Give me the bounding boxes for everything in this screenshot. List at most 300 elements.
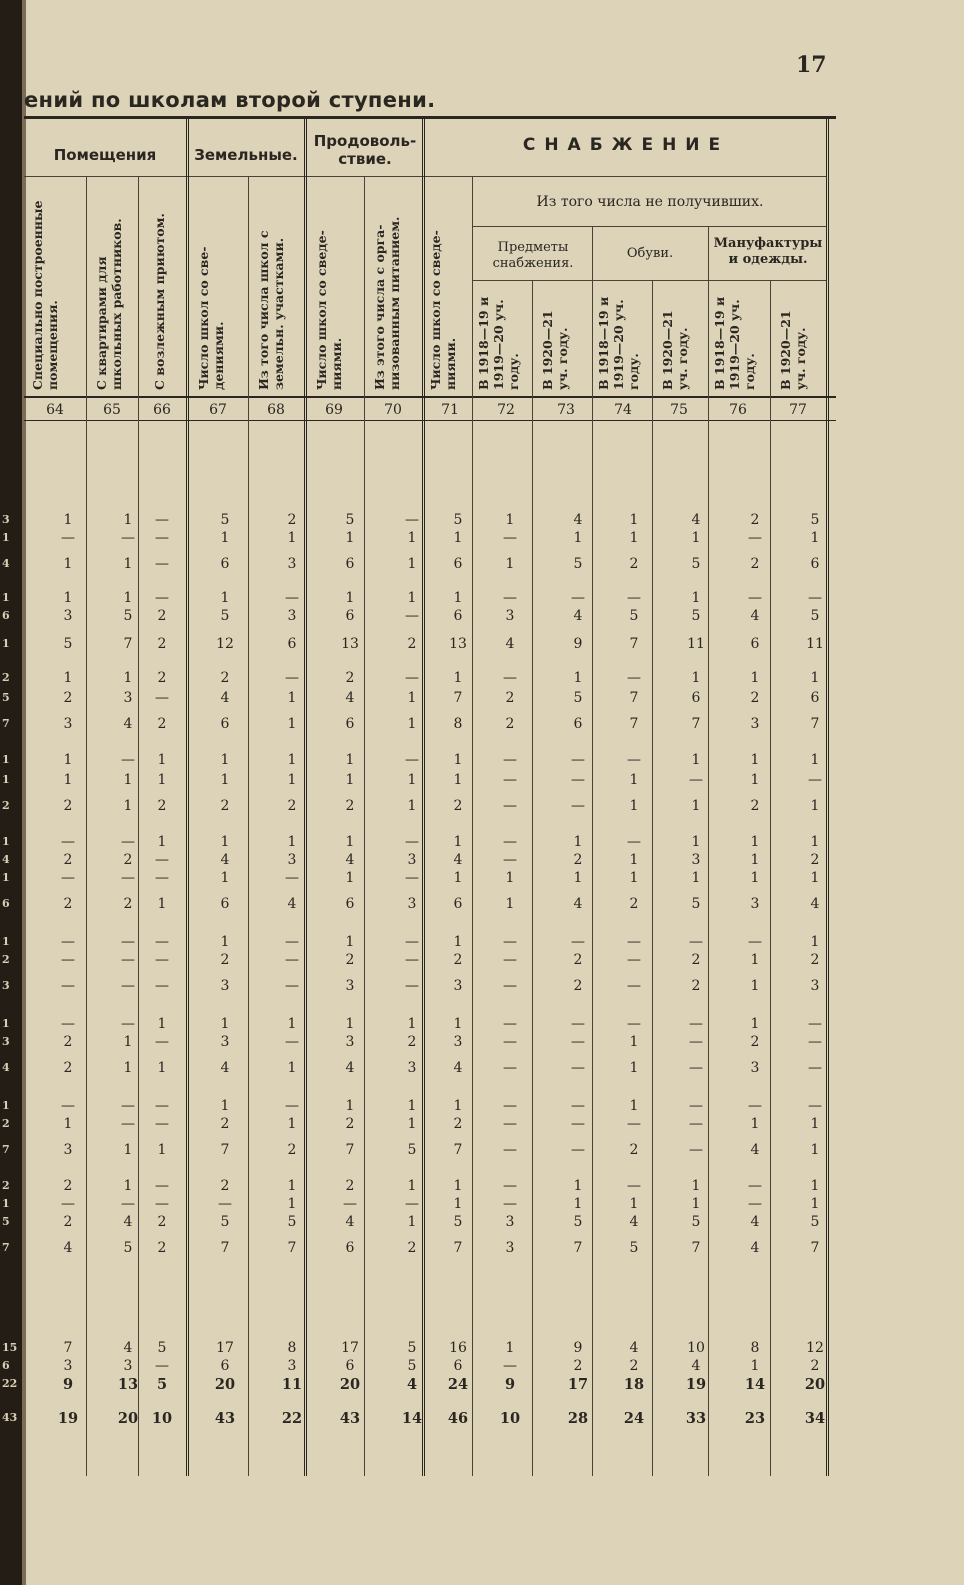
table-cell: 1 (810, 1196, 820, 1212)
table-cell: 2 (629, 1142, 639, 1158)
table-cell: 6 (345, 608, 355, 624)
margin-number: 2 (2, 671, 10, 684)
table-cell: 1 (691, 590, 701, 606)
table-cell: 1 (573, 530, 583, 546)
table-cell: 1 (407, 772, 417, 788)
table-cell: 4 (573, 896, 583, 912)
table-cell: 1 (453, 1098, 463, 1114)
table-cell: 20 (804, 1376, 826, 1393)
table-cell: 3 (407, 896, 417, 912)
table-cell: — (627, 670, 641, 686)
table-cell: 6 (220, 556, 230, 572)
table-cell: 9 (504, 1376, 516, 1393)
table-cell: 1 (573, 870, 583, 886)
table-cell: — (503, 590, 517, 606)
margin-number: 6 (2, 609, 10, 622)
table-cell: 4 (63, 1240, 73, 1256)
table-cell: — (61, 834, 75, 850)
table-cell: 4 (629, 1340, 639, 1356)
table-cell: 3 (287, 556, 297, 572)
table-cell: 2 (157, 798, 167, 814)
table-cell: 1 (750, 852, 760, 868)
table-cell: 2 (63, 798, 73, 814)
col-number: 64 (46, 402, 64, 418)
table-cell: 5 (345, 512, 355, 528)
col-divider (592, 226, 593, 1476)
table-cell: — (121, 952, 135, 968)
table-cell: 1 (345, 870, 355, 886)
table-cell: 1 (157, 772, 167, 788)
table-top-rule (24, 116, 836, 119)
colnum-bottom-rule (24, 420, 836, 421)
table-cell: 14 (744, 1376, 766, 1393)
table-cell: 3 (505, 608, 515, 624)
table-cell: — (627, 834, 641, 850)
table-cell: — (155, 934, 169, 950)
margin-number: 1 (2, 871, 10, 884)
table-cell: 2 (573, 978, 583, 994)
table-cell: 2 (220, 1116, 230, 1132)
table-cell: 4 (220, 852, 230, 868)
table-cell: — (285, 978, 299, 994)
table-cell: 1 (453, 834, 463, 850)
table-cell: 1 (810, 934, 820, 950)
margin-number: 43 (2, 1411, 18, 1424)
table-cell: 7 (220, 1240, 230, 1256)
table-cell: — (503, 1016, 517, 1032)
table-cell: 2 (157, 1240, 167, 1256)
table-cell: — (503, 978, 517, 994)
table-cell: 3 (220, 978, 230, 994)
table-cell: — (503, 834, 517, 850)
table-cell: 8 (750, 1340, 760, 1356)
margin-number: 3 (2, 1035, 10, 1048)
table-cell: 1 (345, 1098, 355, 1114)
table-cell: 6 (345, 896, 355, 912)
table-cell: 2 (629, 1358, 639, 1374)
table-cell: 4 (406, 1376, 418, 1393)
table-cell: 2 (691, 978, 701, 994)
table-cell: — (61, 978, 75, 994)
table-cell: 4 (287, 896, 297, 912)
margin-number: 7 (2, 717, 10, 730)
table-cell: 28 (567, 1410, 589, 1427)
table-cell: 7 (345, 1142, 355, 1158)
table-cell: 1 (287, 716, 297, 732)
col-label-66: С возлежным приютом. (152, 213, 167, 390)
table-cell: 9 (573, 636, 583, 652)
col-divider (86, 176, 87, 1476)
table-cell: 1 (629, 870, 639, 886)
col-number: 66 (153, 402, 171, 418)
col-number: 74 (614, 402, 632, 418)
table-cell: 1 (157, 752, 167, 768)
table-cell: — (571, 934, 585, 950)
table-cell: 1 (63, 1116, 73, 1132)
table-cell: 1 (453, 752, 463, 768)
table-cell: 6 (220, 896, 230, 912)
table-cell: — (285, 1034, 299, 1050)
table-cell: — (571, 1016, 585, 1032)
table-cell: 6 (810, 556, 820, 572)
table-cell: 2 (157, 1214, 167, 1230)
table-cell: 5 (691, 1214, 701, 1230)
table-cell: 9 (573, 1340, 583, 1356)
table-cell: 6 (345, 556, 355, 572)
table-cell: 1 (287, 834, 297, 850)
table-cell: — (571, 1116, 585, 1132)
table-cell: 4 (220, 1060, 230, 1076)
table-cell: 2 (453, 952, 463, 968)
col-label-74: В 1918—19 и 1919—20 уч. году. (596, 296, 641, 390)
table-cell: 1 (691, 870, 701, 886)
table-cell: 1 (63, 512, 73, 528)
margin-number: 1 (2, 835, 10, 848)
group-divider (304, 116, 307, 1476)
table-cell: 1 (407, 1098, 417, 1114)
table-cell: 1 (691, 1178, 701, 1194)
table-cell: — (689, 1060, 703, 1076)
table-cell: 2 (157, 636, 167, 652)
table-cell: 5 (629, 608, 639, 624)
table-cell: 1 (123, 556, 133, 572)
table-cell: 4 (691, 512, 701, 528)
table-cell: 33 (685, 1410, 707, 1427)
table-cell: 1 (123, 590, 133, 606)
col-number: 68 (267, 402, 285, 418)
table-cell: 1 (629, 1098, 639, 1114)
table-cell: 5 (63, 636, 73, 652)
table-cell: 4 (810, 896, 820, 912)
table-cell: — (285, 952, 299, 968)
table-cell: 12 (806, 1340, 824, 1356)
table-cell: — (571, 752, 585, 768)
table-cell: — (285, 934, 299, 950)
table-cell: 4 (123, 716, 133, 732)
table-cell: — (155, 530, 169, 546)
table-cell: 2 (629, 556, 639, 572)
subgroup-iz-togo: Из того числа не получивших. (536, 194, 764, 210)
table-cell: 6 (453, 608, 463, 624)
table-cell: — (503, 772, 517, 788)
table-cell: 2 (123, 852, 133, 868)
table-cell: 2 (345, 670, 355, 686)
group-snabzhenie: СНАБЖЕНИЕ (522, 135, 730, 155)
table-cell: 7 (691, 1240, 701, 1256)
table-cell: — (748, 1098, 762, 1114)
table-cell: — (61, 952, 75, 968)
group-zemelnye: Земельные. (194, 146, 298, 164)
table-cell: 7 (810, 716, 820, 732)
table-cell: — (503, 1034, 517, 1050)
col-label-69: Число школ со сведениями. (314, 230, 344, 390)
table-cell: 1 (407, 716, 417, 732)
margin-number: 3 (2, 513, 10, 526)
table-cell: — (808, 1034, 822, 1050)
table-cell: 17 (567, 1376, 589, 1393)
table-cell: 1 (453, 1016, 463, 1032)
table-cell: — (503, 1358, 517, 1374)
col-number: 71 (441, 402, 459, 418)
col-divider (472, 176, 473, 1476)
table-cell: — (503, 752, 517, 768)
table-cell: 5 (691, 556, 701, 572)
table-cell: 5 (810, 512, 820, 528)
table-cell: 1 (407, 556, 417, 572)
table-cell: — (748, 1178, 762, 1194)
table-cell: 1 (345, 1016, 355, 1032)
table-cell: 7 (123, 636, 133, 652)
col-label-71: Число школ со сведениями. (428, 230, 458, 390)
table-cell: 6 (691, 690, 701, 706)
table-cell: — (155, 512, 169, 528)
table-cell: 11 (806, 636, 824, 652)
table-cell: 1 (573, 1178, 583, 1194)
table-cell: 6 (453, 896, 463, 912)
table-cell: 1 (629, 530, 639, 546)
table-cell: 1 (63, 590, 73, 606)
table-cell: 7 (220, 1142, 230, 1158)
table-cell: 1 (505, 1340, 515, 1356)
margin-number: 7 (2, 1143, 10, 1156)
table-cell: 3 (407, 852, 417, 868)
table-cell: 3 (345, 978, 355, 994)
table-cell: 1 (453, 772, 463, 788)
margin-number: 1 (2, 591, 10, 604)
table-cell: 2 (810, 952, 820, 968)
table-cell: 13 (341, 636, 359, 652)
table-cell: 1 (750, 752, 760, 768)
table-cell: — (689, 1116, 703, 1132)
table-cell: 43 (339, 1410, 361, 1427)
table-cell: 8 (453, 716, 463, 732)
table-cell: — (571, 1060, 585, 1076)
table-cell: 2 (573, 952, 583, 968)
table-cell: 20 (117, 1410, 139, 1427)
table-cell: — (571, 590, 585, 606)
col-number: 70 (384, 402, 402, 418)
table-cell: — (61, 1196, 75, 1212)
table-cell: 4 (123, 1214, 133, 1230)
table-cell: 1 (407, 690, 417, 706)
table-cell: 2 (750, 1034, 760, 1050)
table-cell: 2 (407, 1034, 417, 1050)
table-cell: 5 (691, 608, 701, 624)
table-cell: — (503, 1116, 517, 1132)
table-cell: — (627, 1178, 641, 1194)
table-cell: 2 (63, 1178, 73, 1194)
table-cell: 1 (453, 670, 463, 686)
table-cell: 6 (453, 1358, 463, 1374)
table-cell: 1 (220, 934, 230, 950)
table-cell: 4 (220, 690, 230, 706)
margin-number: 2 (2, 1117, 10, 1130)
col-label-70: Из этого числа с организованным питанием. (372, 216, 402, 390)
table-cell: — (503, 1098, 517, 1114)
group-prodovolstvie: Продоволь-ствие. (313, 132, 417, 168)
table-cell: 1 (63, 772, 73, 788)
table-cell: 1 (691, 798, 701, 814)
table-cell: — (155, 1098, 169, 1114)
table-cell: 7 (453, 1142, 463, 1158)
table-cell: 5 (220, 1214, 230, 1230)
table-cell: — (503, 952, 517, 968)
table-cell: 5 (629, 1240, 639, 1256)
subgroup-rule (472, 280, 826, 281)
table-cell: 1 (287, 1116, 297, 1132)
table-cell: 2 (750, 690, 760, 706)
table-cell: — (689, 1098, 703, 1114)
table-cell: 1 (691, 670, 701, 686)
table-cell: 1 (345, 772, 355, 788)
table-cell: 2 (220, 798, 230, 814)
table-cell: 1 (220, 590, 230, 606)
table-cell: — (121, 834, 135, 850)
iz-togo-rule (472, 226, 826, 227)
margin-number: 7 (2, 1241, 10, 1254)
table-cell: 4 (453, 1060, 463, 1076)
table-cell: 23 (744, 1410, 766, 1427)
table-cell: 16 (449, 1340, 467, 1356)
table-cell: 7 (63, 1340, 73, 1356)
table-cell: 1 (573, 670, 583, 686)
table-cell: — (121, 1196, 135, 1212)
table-cell: 20 (339, 1376, 361, 1393)
table-cell: 1 (750, 834, 760, 850)
table-cell: 1 (573, 1196, 583, 1212)
table-cell: 7 (629, 636, 639, 652)
table-cell: 1 (287, 752, 297, 768)
table-cell: 1 (453, 934, 463, 950)
table-cell: — (121, 530, 135, 546)
table-cell: — (61, 1098, 75, 1114)
table-cell: 3 (505, 1214, 515, 1230)
table-cell: 1 (810, 752, 820, 768)
table-cell: 4 (453, 852, 463, 868)
margin-number: 5 (2, 691, 10, 704)
table-cell: 4 (629, 1214, 639, 1230)
table-cell: 24 (447, 1376, 469, 1393)
table-cell: 2 (63, 852, 73, 868)
table-cell: 7 (629, 690, 639, 706)
table-cell: 2 (505, 690, 515, 706)
table-cell: 1 (453, 1178, 463, 1194)
col-divider (708, 226, 709, 1476)
col-number: 72 (497, 402, 515, 418)
table-cell: 1 (629, 1196, 639, 1212)
col-number: 75 (670, 402, 688, 418)
table-cell: 2 (750, 512, 760, 528)
table-cell: 2 (573, 852, 583, 868)
table-cell: 1 (287, 1196, 297, 1212)
table-cell: 2 (345, 1178, 355, 1194)
table-cell: — (627, 752, 641, 768)
col-label-65: С квартирами для школьных работников. (94, 218, 124, 390)
table-cell: 1 (750, 870, 760, 886)
table-cell: — (155, 1034, 169, 1050)
table-cell: 4 (123, 1340, 133, 1356)
table-cell: 1 (287, 1060, 297, 1076)
table-cell: 3 (220, 1034, 230, 1050)
table-cell: 20 (214, 1376, 236, 1393)
col-number: 76 (729, 402, 747, 418)
table-cell: 1 (750, 772, 760, 788)
table-cell: 3 (691, 852, 701, 868)
table-cell: 4 (345, 1060, 355, 1076)
table-cell: 1 (345, 530, 355, 546)
table-cell: — (503, 530, 517, 546)
table-cell: 6 (453, 556, 463, 572)
header-bottom-rule (24, 396, 836, 398)
table-cell: 1 (63, 556, 73, 572)
table-cell: 2 (220, 952, 230, 968)
group-divider (422, 116, 425, 1476)
table-cell: 1 (407, 1016, 417, 1032)
table-cell: 1 (287, 1178, 297, 1194)
table-cell: — (571, 1142, 585, 1158)
margin-number: 1 (2, 1197, 10, 1210)
table-cell: — (405, 870, 419, 886)
table-cell: 1 (123, 512, 133, 528)
table-cell: — (218, 1196, 232, 1212)
col-label-76: В 1918—19 и 1919—20 уч. году. (712, 296, 757, 390)
table-cell: 22 (281, 1410, 303, 1427)
table-cell: — (405, 608, 419, 624)
table-cell: 7 (691, 716, 701, 732)
table-cell: 3 (287, 1358, 297, 1374)
table-cell: 10 (499, 1410, 521, 1427)
table-cell: — (689, 934, 703, 950)
table-cell: 1 (691, 1196, 701, 1212)
table-cell: — (748, 934, 762, 950)
table-cell: 2 (810, 1358, 820, 1374)
table-cell: 19 (57, 1410, 79, 1427)
subgroup-manufaktury: Мануфактуры и одежды. (713, 236, 823, 267)
table-cell: — (405, 978, 419, 994)
table-cell: 1 (407, 590, 417, 606)
table-cell: 2 (750, 798, 760, 814)
table-cell: — (155, 590, 169, 606)
table-cell: 5 (573, 556, 583, 572)
table-cell: 12 (216, 636, 234, 652)
table-cell: 1 (629, 1034, 639, 1050)
table-cell: 1 (453, 1196, 463, 1212)
table-cell: — (503, 1060, 517, 1076)
col-number: 65 (103, 402, 121, 418)
table-cell: 1 (407, 1214, 417, 1230)
table-cell: 2 (810, 852, 820, 868)
table-cell: 11 (687, 636, 705, 652)
table-cell: 3 (750, 716, 760, 732)
table-cell: 4 (750, 1142, 760, 1158)
table-cell: 14 (401, 1410, 423, 1427)
table-cell: — (155, 690, 169, 706)
table-cell: 10 (151, 1410, 173, 1427)
table-cell: — (689, 1016, 703, 1032)
table-cell: 1 (123, 1178, 133, 1194)
margin-number: 2 (2, 799, 10, 812)
table-cell: — (503, 1196, 517, 1212)
table-cell: — (405, 952, 419, 968)
table-cell: 2 (157, 670, 167, 686)
table-cell: — (405, 752, 419, 768)
table-cell: 5 (573, 1214, 583, 1230)
margin-number: 15 (2, 1341, 18, 1354)
margin-number: 3 (2, 979, 10, 992)
table-cell: — (571, 1034, 585, 1050)
table-cell: — (689, 772, 703, 788)
table-cell: 2 (63, 1060, 73, 1076)
